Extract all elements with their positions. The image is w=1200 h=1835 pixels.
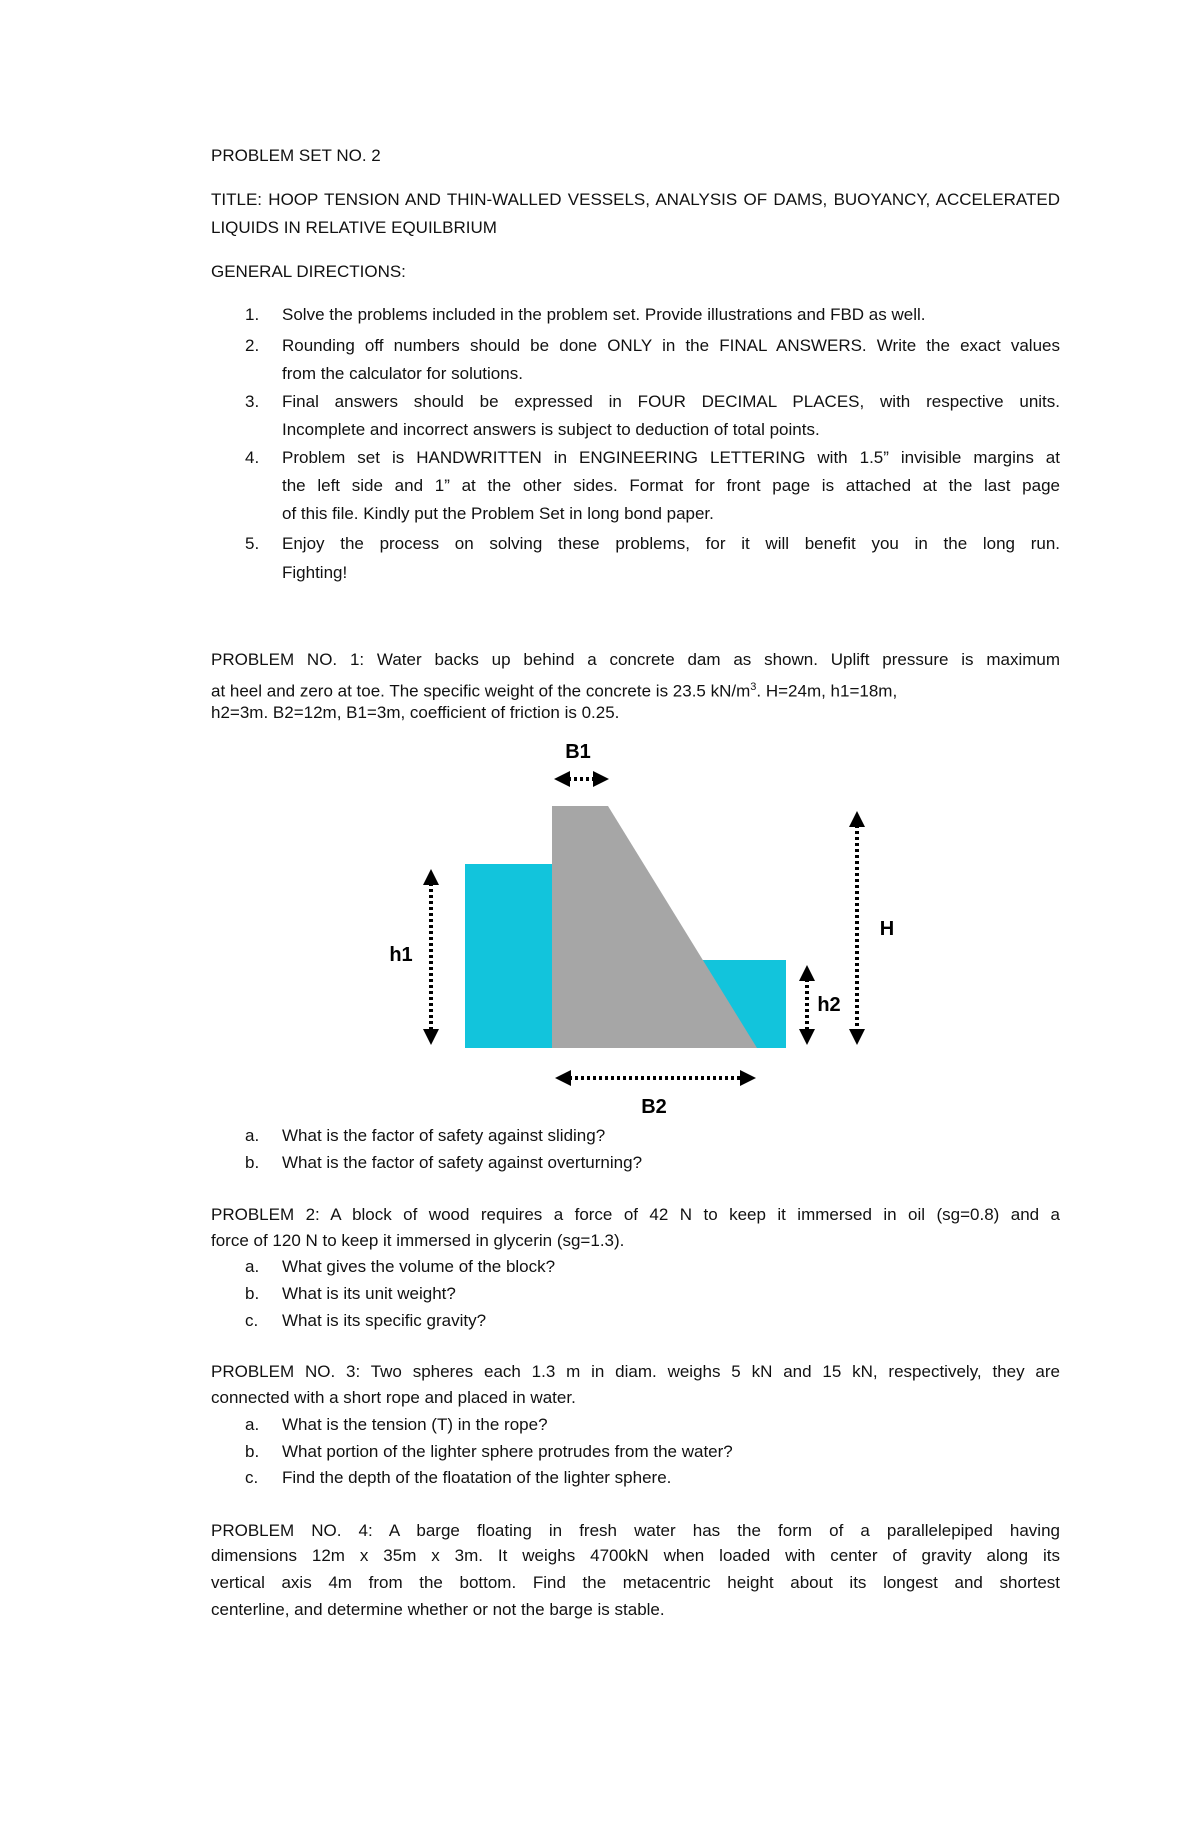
question-text: What is its specific gravity? <box>282 1311 487 1330</box>
h2-label: h2 <box>817 994 841 1016</box>
question-letter: b. <box>245 1153 260 1172</box>
direction-text: the left side and 1” at the other sides. Format for front page is attached at the last page <box>282 476 1060 495</box>
question-letter: a. <box>245 1415 260 1434</box>
list-number: 2. <box>245 336 260 355</box>
question-text: What is its unit weight? <box>282 1284 456 1303</box>
direction-text: of this file. Kindly put the Problem Set in long bond paper. <box>282 504 714 523</box>
problem-text: connected with a short rope and placed in water. <box>211 1388 576 1407</box>
list-number: 5. <box>245 534 260 553</box>
question-text: What portion of the lighter sphere protrudes from the water? <box>282 1442 733 1461</box>
problem-text: PROBLEM NO. 1: Water backs up behind a concrete dam as shown. Uplift pressure is maximum <box>211 650 1060 669</box>
upstream-water <box>465 864 553 1048</box>
direction-text: Problem set is HANDWRITTEN in ENGINEERING LETTERING with 1.5” invisible margins at <box>282 448 1060 467</box>
b2-label: B2 <box>641 1096 667 1118</box>
direction-text: Enjoy the process on solving these problems, for it will benefit you in the long run. <box>282 534 1060 553</box>
question-letter: b. <box>245 1442 260 1461</box>
problem-text: vertical axis 4m from the bottom. Find the metacentric height about its longest and shortest <box>211 1573 1060 1592</box>
direction-text: Fighting! <box>282 563 348 582</box>
page-header: PROBLEM SET NO. 2 <box>211 146 381 165</box>
direction-text: Rounding off numbers should be done ONLY in the FINAL ANSWERS. Write the exact values <box>282 336 1060 355</box>
text: at heel and zero at toe. The specific weight of the concrete is 23.5 kN/m <box>211 681 751 701</box>
text: . H=24m, h1=18m, <box>756 681 898 701</box>
question-letter: b. <box>245 1284 260 1303</box>
question-text: What is the factor of safety against overturning? <box>282 1153 643 1172</box>
question-text: Find the depth of the floatation of the lighter sphere. <box>282 1468 672 1487</box>
direction-text: from the calculator for solutions. <box>282 364 523 383</box>
dam-body <box>552 806 757 1048</box>
question-letter: a. <box>245 1126 260 1145</box>
problem-text: force of 120 N to keep it immersed in glycerin (sg=1.3). <box>211 1231 625 1250</box>
question-text: What is the factor of safety against sliding? <box>282 1126 606 1145</box>
problem-text: centerline, and determine whether or not the barge is stable. <box>211 1600 665 1619</box>
h1-label: h1 <box>389 944 413 966</box>
direction-text: Incomplete and incorrect answers is subject to deduction of total points. <box>282 420 820 439</box>
question-letter: c. <box>245 1311 259 1330</box>
b1-label: B1 <box>565 741 591 763</box>
question-text: What gives the volume of the block? <box>282 1257 556 1276</box>
list-number: 1. <box>245 305 260 324</box>
question-text: What is the tension (T) in the rope? <box>282 1415 548 1434</box>
direction-text: Solve the problems included in the problem set. Provide illustrations and FBD as well. <box>282 305 926 324</box>
problem-text: PROBLEM NO. 4: A barge floating in fresh water has the form of a parallelepiped having <box>211 1521 1060 1540</box>
direction-text: Final answers should be expressed in FOUR DECIMAL PLACES, with respective units. <box>282 392 1060 411</box>
title-line-2: LIQUIDS IN RELATIVE EQUILBRIUM <box>211 218 497 237</box>
problem-text: PROBLEM 2: A block of wood requires a force of 42 N to keep it immersed in oil (sg=0.8) and a <box>211 1205 1060 1224</box>
directions-heading: GENERAL DIRECTIONS: <box>211 262 406 281</box>
list-number: 3. <box>245 392 260 411</box>
question-letter: a. <box>245 1257 260 1276</box>
problem-text: dimensions 12m x 35m x 3m. It weighs 4700kN when loaded with center of gravity along its <box>211 1546 1060 1565</box>
list-number: 4. <box>245 448 260 467</box>
problem-text: h2=3m. B2=12m, B1=3m, coefficient of friction is 0.25. <box>211 703 620 722</box>
superscript: 3 <box>750 681 757 693</box>
title-line-1: TITLE: HOOP TENSION AND THIN-WALLED VESSELS, ANALYSIS OF DAMS, BUOYANCY, ACCELERATED <box>211 190 1060 209</box>
problem-text: PROBLEM NO. 3: Two spheres each 1.3 m in diam. weighs 5 kN and 15 kN, respectively, they are <box>211 1362 1060 1381</box>
question-letter: c. <box>245 1468 259 1487</box>
h-label: H <box>879 918 895 940</box>
